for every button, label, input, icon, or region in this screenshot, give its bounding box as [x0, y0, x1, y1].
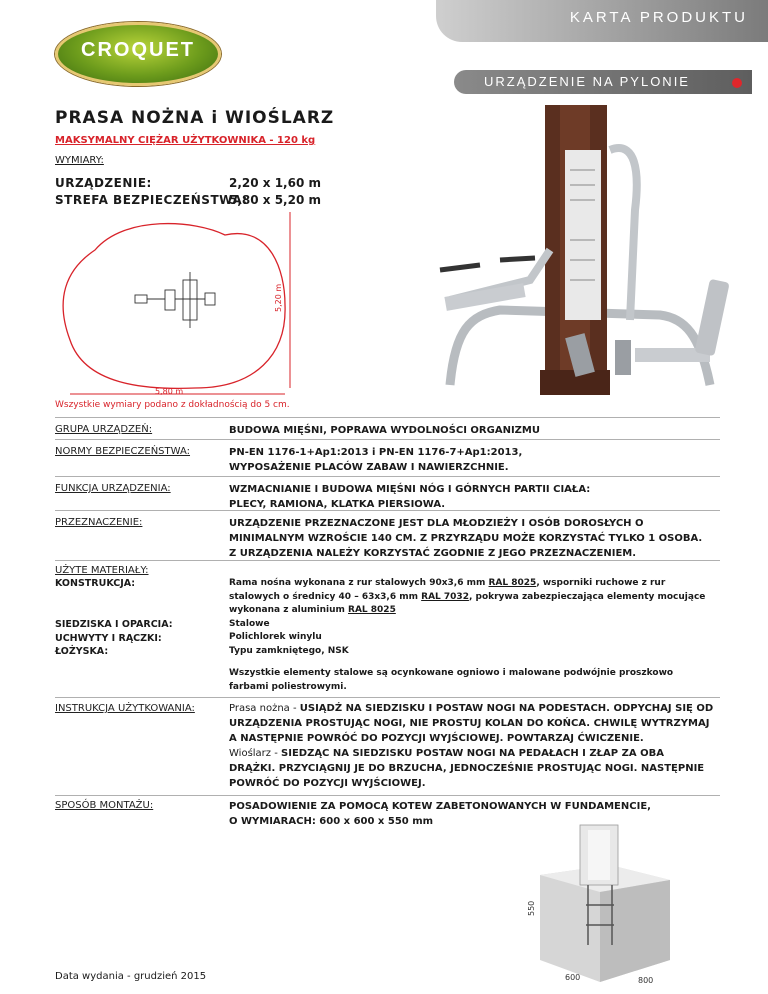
plan-width-label: 5,80 m: [155, 387, 184, 396]
type-label: URZĄDZENIE NA PYLONIE: [484, 74, 690, 89]
norms-label: NORMY BEZPIECZEŃSTWA:: [55, 446, 191, 457]
divider: [55, 476, 720, 477]
construction-text: Rama nośna wykonana z rur stalowych 90x3,6 mm: [229, 578, 489, 588]
divider: [55, 510, 720, 511]
purpose-label: PRZEZNACZENIE:: [55, 517, 143, 528]
divider: [55, 417, 720, 418]
foundation-width-b: 800: [638, 976, 654, 985]
function-label: FUNKCJA URZĄDZENIA:: [55, 483, 171, 494]
construction-text: wykonana z aluminium: [229, 605, 349, 615]
materials-label: UŻYTE MATERIAŁY:: [55, 565, 149, 576]
device-value: 2,20 x 1,60 m: [229, 176, 321, 190]
group-label: GRUPA URZĄDZEŃ:: [55, 424, 153, 435]
construction-label: KONSTRUKCJA:: [55, 578, 136, 589]
purpose-line: URZĄDZENIE PRZEZNACZONE JEST DLA MŁODZIEŻY I OSÓB DOROSŁYCH O: [229, 518, 644, 529]
dimensions-disclaimer: Wszystkie wymiary podano z dokładnością do 5 cm.: [55, 400, 290, 410]
galvan-line: farbami poliestrowymi.: [229, 681, 347, 692]
foundation-width-a: 600: [565, 973, 581, 982]
construction-value: [229, 577, 724, 658]
safety-label: STREFA BEZPIECZEŃSTWA:: [55, 193, 248, 207]
seats-label: SIEDZISKA I OPARCIA:: [55, 619, 173, 630]
divider: [55, 697, 720, 698]
header-banner: [436, 0, 768, 42]
croquet-logo: [55, 22, 221, 86]
usage-exercise: Prasa nożna -: [229, 703, 300, 714]
galvan-line: Wszystkie elementy stalowe są ocynkowane ogniowo i malowane podwójnie proszkowo: [229, 668, 674, 678]
usage-line: DRĄŻKI. PRZYCIĄGNIJ JE DO BRZUCHA, JEDNOCZEŚNIE PROSTUJĄC NOGI. NASTĘPNIE: [229, 763, 705, 774]
function-line: WZMACNIANIE I BUDOWA MIĘŚNI NÓG I GÓRNYCH PARTII CIAŁA:: [229, 484, 591, 495]
mount-line: O WYMIARACH: 600 x 600 x 550 mm: [229, 816, 434, 827]
norms-line: WYPOSAŻENIE PLACÓW ZABAW I NAWIERZCHNIE.: [229, 462, 509, 473]
purpose-line: Z URZĄDZENIA NALEŻY KORZYSTAĆ ZGODNIE Z JEGO PRZEZNACZENIEM.: [229, 548, 637, 559]
grips-value: Polichlorek winylu: [229, 632, 322, 642]
norms-value: [229, 445, 724, 475]
construction-text: , wsporniki ruchowe z rur: [536, 578, 666, 588]
red-dot-icon: [732, 78, 742, 88]
usage-line: SIEDZĄC NA SIEDZISKU POSTAW NOGI NA PEDAŁACH I ZŁAP ZA OBA: [281, 748, 664, 759]
mount-line: POSADOWIENIE ZA POMOCĄ KOTEW ZABETONOWANYCH W FUNDAMENCIE,: [229, 801, 651, 812]
foundation-height: 550: [527, 900, 536, 916]
purpose-value: [229, 516, 724, 561]
usage-line: USIĄDŹ NA SIEDZISKU I POSTAW NOGI NA PODESTACH. ODPYCHAJ SIĘ OD: [299, 703, 714, 714]
logo-text: CROQUET: [81, 39, 195, 61]
safety-value: 5,80 x 5,20 m: [229, 193, 321, 207]
construction-text: , pokrywa zabezpieczająca elementy mocujące: [468, 591, 706, 602]
divider: [55, 439, 720, 440]
usage-label: INSTRUKCJA UŻYTKOWANIA:: [55, 703, 195, 714]
max-load: MAKSYMALNY CIĘŻAR UŻYTKOWNIKA - 120 kg: [55, 135, 316, 146]
divider: [55, 560, 720, 561]
issue-date: Data wydania - grudzień 2015: [55, 971, 207, 982]
function-line: PLECY, RAMIONA, KLATKA PIERSIOWA.: [229, 499, 446, 510]
group-value: BUDOWA MIĘŚNI, POPRAWA WYDOLNOŚCI ORGANIZMU: [229, 425, 540, 436]
purpose-line: MINIMALNYM WZROŚCIE 140 CM. Z PRZYRZĄDU MOŻE KORZYSTAĆ TYLKO 1 OSOBA.: [229, 533, 703, 544]
device-label: URZĄDZENIE:: [55, 176, 152, 190]
type-banner: [454, 70, 752, 94]
dimensions-label: WYMIARY:: [55, 155, 104, 166]
usage-line: A NASTĘPNIE POWRÓĆ DO POZYCJI WYJŚCIOWEJ. POWTARZAJ ĆWICZENIE.: [229, 733, 644, 744]
safety-zone-plan: [55, 210, 305, 400]
construction-text: stalowych o średnicy 40 – 63x3,6 mm: [229, 591, 422, 602]
galvanization-note: [229, 667, 724, 694]
mount-label: SPOSÓB MONTAŻU:: [55, 800, 154, 811]
norms-line: PN-EN 1176-1+Ap1:2013 i PN-EN 1176-7+Ap1:2013,: [229, 447, 523, 458]
foundation-illustration: [520, 820, 690, 992]
ral-code: RAL 8025: [488, 578, 537, 588]
card-label: KARTA PRODUKTU: [569, 9, 748, 26]
divider: [55, 795, 720, 796]
ral-code: RAL 8025: [348, 605, 396, 615]
function-value: [229, 482, 724, 512]
usage-line: URZĄDZENIA PROSTUJĄC NOGI, NIE PROSTUJ KOLAN DO KOŃCA. CHWILĘ WYTRZYMAJ: [229, 718, 710, 729]
ral-code: RAL 7032: [421, 591, 469, 602]
seats-value: Stalowe: [229, 618, 270, 629]
usage-value: [229, 701, 724, 791]
product-illustration: [410, 100, 750, 400]
bearings-label: ŁOŻYSKA:: [55, 646, 109, 657]
usage-line: POWRÓĆ DO POZYCJI WYJŚCIOWEJ.: [229, 778, 426, 789]
bearings-value: Typu zamkniętego, NSK: [229, 645, 349, 656]
product-title: PRASA NOŻNA i WIOŚLARZ: [55, 108, 335, 128]
grips-label: UCHWYTY I RĄCZKI:: [55, 633, 162, 644]
plan-depth-label: 5,20 m: [274, 283, 283, 312]
usage-exercise: Wioślarz -: [229, 748, 282, 759]
